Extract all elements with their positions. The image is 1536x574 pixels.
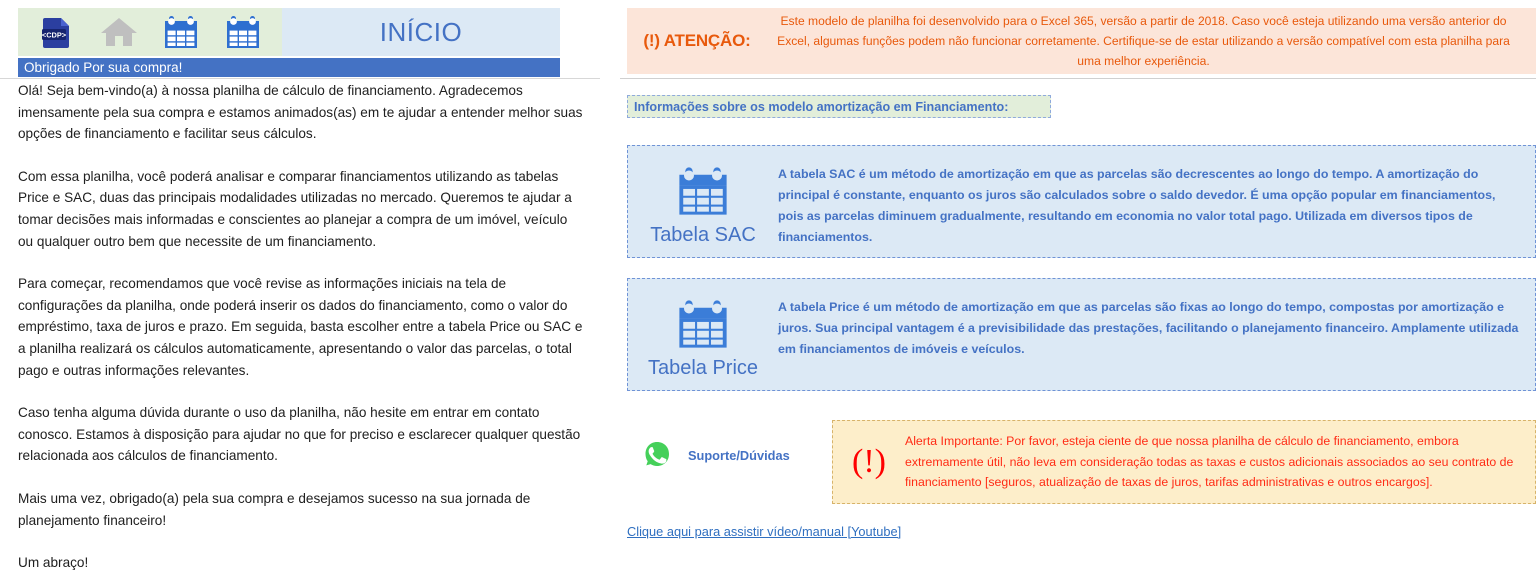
alert-text: Alerta Importante: Por favor, esteja ciente de que nossa planilha de cálculo de financiamento, embora extremamente útil, não leva em consideração todas as taxas e custos adicionais associados ao seu contrato de financiamento [seguros, atualização de taxas de juros, tarifas administrativas e outros encargos]. — [905, 434, 1514, 490]
home-icon[interactable] — [88, 10, 150, 54]
sac-icon-block — [628, 146, 778, 247]
info-card-sac — [627, 145, 1536, 258]
support-row[interactable] — [640, 438, 790, 472]
cdp-file-icon[interactable] — [26, 10, 88, 54]
sac-description: A tabela SAC é um método de amortização em que as parcelas são decrescentes ao longo do tempo. A amortização do principal é constante, enquanto os juros são calculados sobre o saldo devedor. É uma opção popular em financiamentos, pois as parcelas diminuem gradualmente, resultando em economia no valor total pago. Utilizada em diversos tipos de financiamentos. — [778, 167, 1496, 244]
welcome-paragraph: Caso tenha alguma dúvida durante o uso da planilha, não hesite em entrar em contato conosco. Estamos à disposição para ajudar no que for preciso e esclarecer qualquer questão relacionada aos cálculos de financiamento. — [18, 405, 581, 464]
thank-you-ribbon — [18, 58, 560, 77]
welcome-paragraph: Com essa planilha, você poderá analisar e comparar financiamentos utilizando as tabelas Price e SAC, duas das principais modalidades utilizadas no mercado. Queremos te ajudar a tomar decisões mais informadas e conscientes ao planejar a compra de um imóvel, veículo ou qualquer outro bem que necessite de um financiamento. — [18, 168, 572, 249]
welcome-paragraph: Olá! Seja bem-vindo(a) à nossa planilha de cálculo de financiamento. Agradecemos imensamente pela sua compra e estamos animados(as) em te ajudar a entender melhor suas opções de financiamento e facilitar seus cálculos. — [18, 83, 583, 142]
sac-icon-label: Tabela SAC — [650, 224, 756, 246]
important-alert-box — [832, 420, 1536, 504]
calendar-table-sac-icon — [671, 160, 735, 222]
info-card-price — [627, 278, 1536, 391]
video-manual-link[interactable]: Clique aqui para assistir vídeo/manual [Youtube] — [627, 524, 902, 539]
attention-banner — [627, 8, 1536, 74]
amortization-section-header — [627, 95, 1051, 118]
section-header-label: Informações sobre os modelo amortização em Financiamento: — [634, 99, 1009, 114]
whatsapp-icon[interactable] — [640, 438, 674, 472]
price-description: A tabela Price é um método de amortização em que as parcelas são fixas ao longo do tempo, compostas por amortização e juros. Sua principal vantagem é a previsibilidade das prestações, facilitando o planejamento financeiro. Amplamente utilizada em financiamentos de imóveis e veículos. — [778, 300, 1519, 356]
exclamation-icon: (!) — [852, 443, 886, 480]
welcome-paragraph: Mais uma vez, obrigado(a) pela sua compra e desejamos sucesso na sua jornada de planejamento financeiro! — [18, 490, 531, 528]
svg-text:<CDP>: <CDP> — [41, 30, 67, 40]
calendar-table-sac-icon[interactable] — [150, 10, 212, 54]
right-panel — [620, 0, 1536, 553]
welcome-paragraph: Um abraço! — [18, 555, 89, 571]
navigation-toolbar — [18, 8, 560, 56]
attention-text: Este modelo de planilha foi desenvolvido para o Excel 365, versão a partir de 2018. Caso você esteja utilizando uma versão anterior do Excel, algumas funções podem não funcionar corretamente. Certifique-se de estar utilizando a versão compatível com esta planilha para uma melhor experiência. — [777, 14, 1510, 68]
calendar-table-price-icon — [671, 293, 735, 355]
attention-label: (!) ATENÇÃO: — [643, 31, 751, 50]
left-panel — [0, 0, 600, 571]
page-title-band — [282, 8, 560, 56]
toolbar-icon-group — [18, 8, 282, 56]
calendar-table-price-icon[interactable] — [212, 10, 274, 54]
ribbon-label: Obrigado Por sua compra! — [24, 60, 183, 75]
price-icon-block — [628, 279, 778, 380]
page-title: INÍCIO — [379, 16, 463, 47]
welcome-text-block — [18, 80, 584, 574]
welcome-paragraph: Para começar, recomendamos que você revise as informações iniciais na tela de configurações da planilha, onde poderá inserir os dados do financiamento, como o valor do empréstimo, taxa de juros e prazo. Em seguida, basta escolher entre a tabela Price ou SAC e a planilha realizará os cálculos automaticamente, apresentando o valor das parcelas, o total pago e outras informações relevantes. — [18, 276, 583, 378]
price-icon-label: Tabela Price — [647, 357, 759, 379]
support-label: Suporte/Dúvidas — [688, 447, 790, 463]
